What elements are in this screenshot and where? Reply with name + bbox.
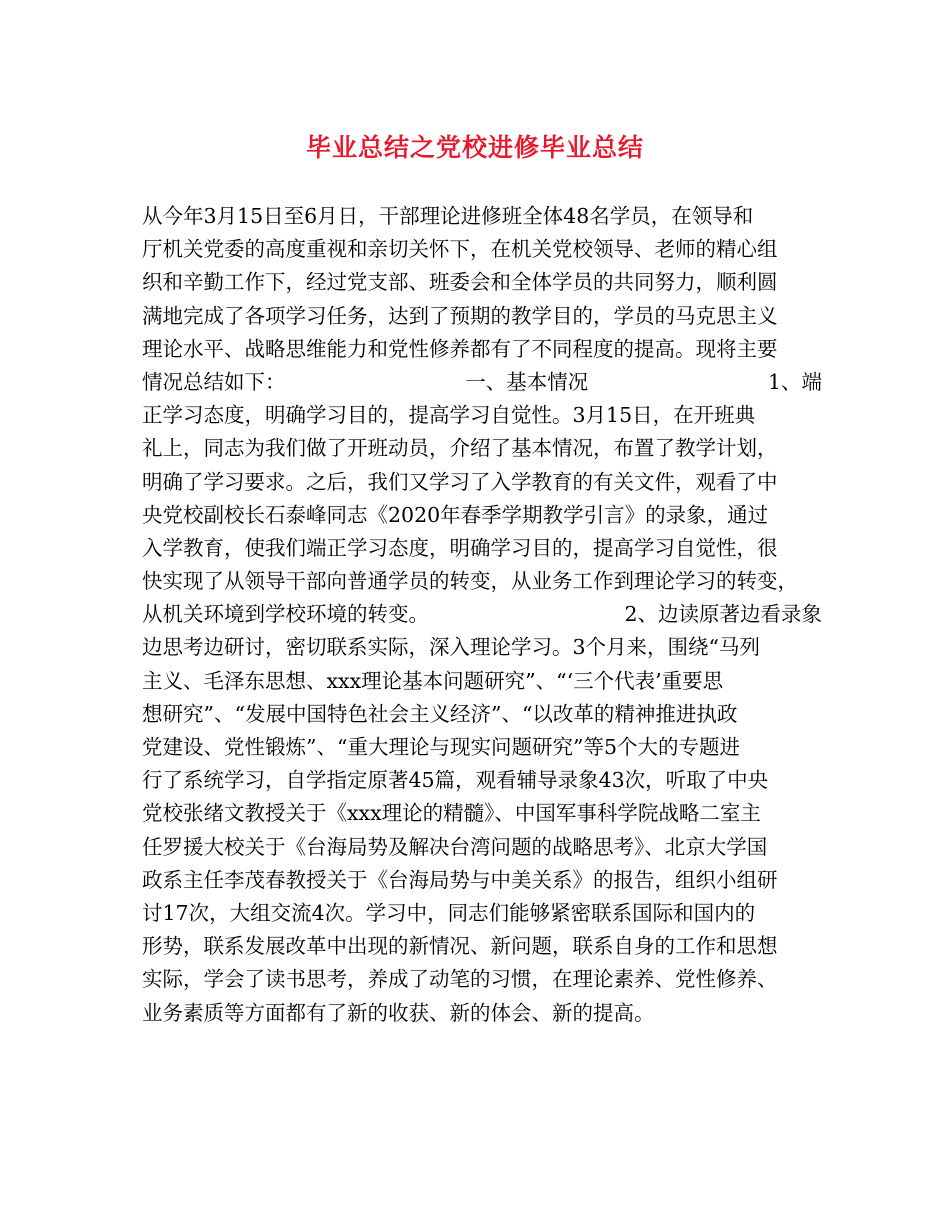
body-line: 政系主任李茂春教授关于《台海局势与中美关系》的报告，组织小组研 xyxy=(142,867,778,892)
subsection-heading-2: 2、边读原著边看录象 xyxy=(624,602,822,627)
body-line: 央党校副校长石泰峰同志《2020年春季学期教学引言》的录象，通过 xyxy=(142,502,769,527)
body-line: 任罗援大校关于《台海局势及解决台湾问题的战略思考》、北京大学国 xyxy=(142,834,768,859)
document-body xyxy=(142,200,822,1030)
body-line-segment: 情况总结如下： xyxy=(142,369,286,394)
body-line: 正学习态度，明确学习目的，提高学习自觉性。3月15日，在开班典 xyxy=(142,403,756,428)
body-line-segment: 从机关环境到学校环境的转变。 xyxy=(142,602,429,627)
body-line: 满地完成了各项学习任务，达到了预期的教学目的，学员的马克思主义 xyxy=(142,303,778,328)
body-line-with-subheading xyxy=(142,598,822,631)
body-line: 实际，学会了读书思考，养成了动笔的习惯，在理论素养、党性修养、 xyxy=(142,967,778,992)
body-line: 明确了学习要求。之后，我们又学习了入学教育的有关文件，观看了中 xyxy=(142,469,778,494)
body-line: 讨17次，大组交流4次。学习中，同志们能够紧密联系国际和国内的 xyxy=(142,900,756,925)
body-line: 行了系统学习，自学指定原著45篇，观看辅导录象43次，听取了中央 xyxy=(142,768,769,793)
section-heading-basic-situation: 一、基本情况 xyxy=(465,369,589,394)
body-line: 理论水平、战略思维能力和党性修养都有了不同程度的提高。现将主要 xyxy=(142,336,778,361)
body-line-with-heading xyxy=(142,366,822,399)
body-line: 党校张绪文教授关于《xxx理论的精髓》、中国军事科学院战略二室主 xyxy=(142,801,761,826)
body-line: 厅机关党委的高度重视和亲切关怀下，在机关党校领导、老师的精心组 xyxy=(142,237,778,262)
body-line: 织和辛勤工作下，经过党支部、班委会和全体学员的共同努力，顺利圆 xyxy=(142,270,778,295)
body-line: 礼上，同志为我们做了开班动员，介绍了基本情况，布置了教学计划， xyxy=(142,436,778,461)
body-line: 党建设、党性锻炼”、“重大理论与现实问题研究”等5个大的专题进 xyxy=(142,735,740,759)
body-line: 主义、毛泽东思想、xxx理论基本问题研究”、“‘三个代表’重要思 xyxy=(142,668,724,693)
body-line: 入学教育，使我们端正学习态度，明确学习目的，提高学习自觉性，很 xyxy=(142,535,778,560)
body-line: 想研究”、“发展中国特色社会主义经济”、“以改革的精神推进执政 xyxy=(142,701,738,726)
body-line: 快实现了从领导干部向普通学员的转变，从业务工作到理论学习的转变， xyxy=(142,569,798,594)
body-line: 形势，联系发展改革中出现的新情况、新问题，联系自身的工作和思想 xyxy=(142,934,778,959)
body-line: 业务素质等方面都有了新的收获、新的体会、新的提高。 xyxy=(142,1000,655,1025)
body-line: 边思考边研讨，密切联系实际，深入理论学习。3个月来，围绕“马列 xyxy=(142,635,761,660)
document-title: 毕业总结之党校进修毕业总结 xyxy=(305,133,644,162)
subsection-number-1: 1、端 xyxy=(767,369,822,394)
body-line: 从今年3月15日至6月日，干部理论进修班全体48名学员，在领导和 xyxy=(142,204,754,228)
